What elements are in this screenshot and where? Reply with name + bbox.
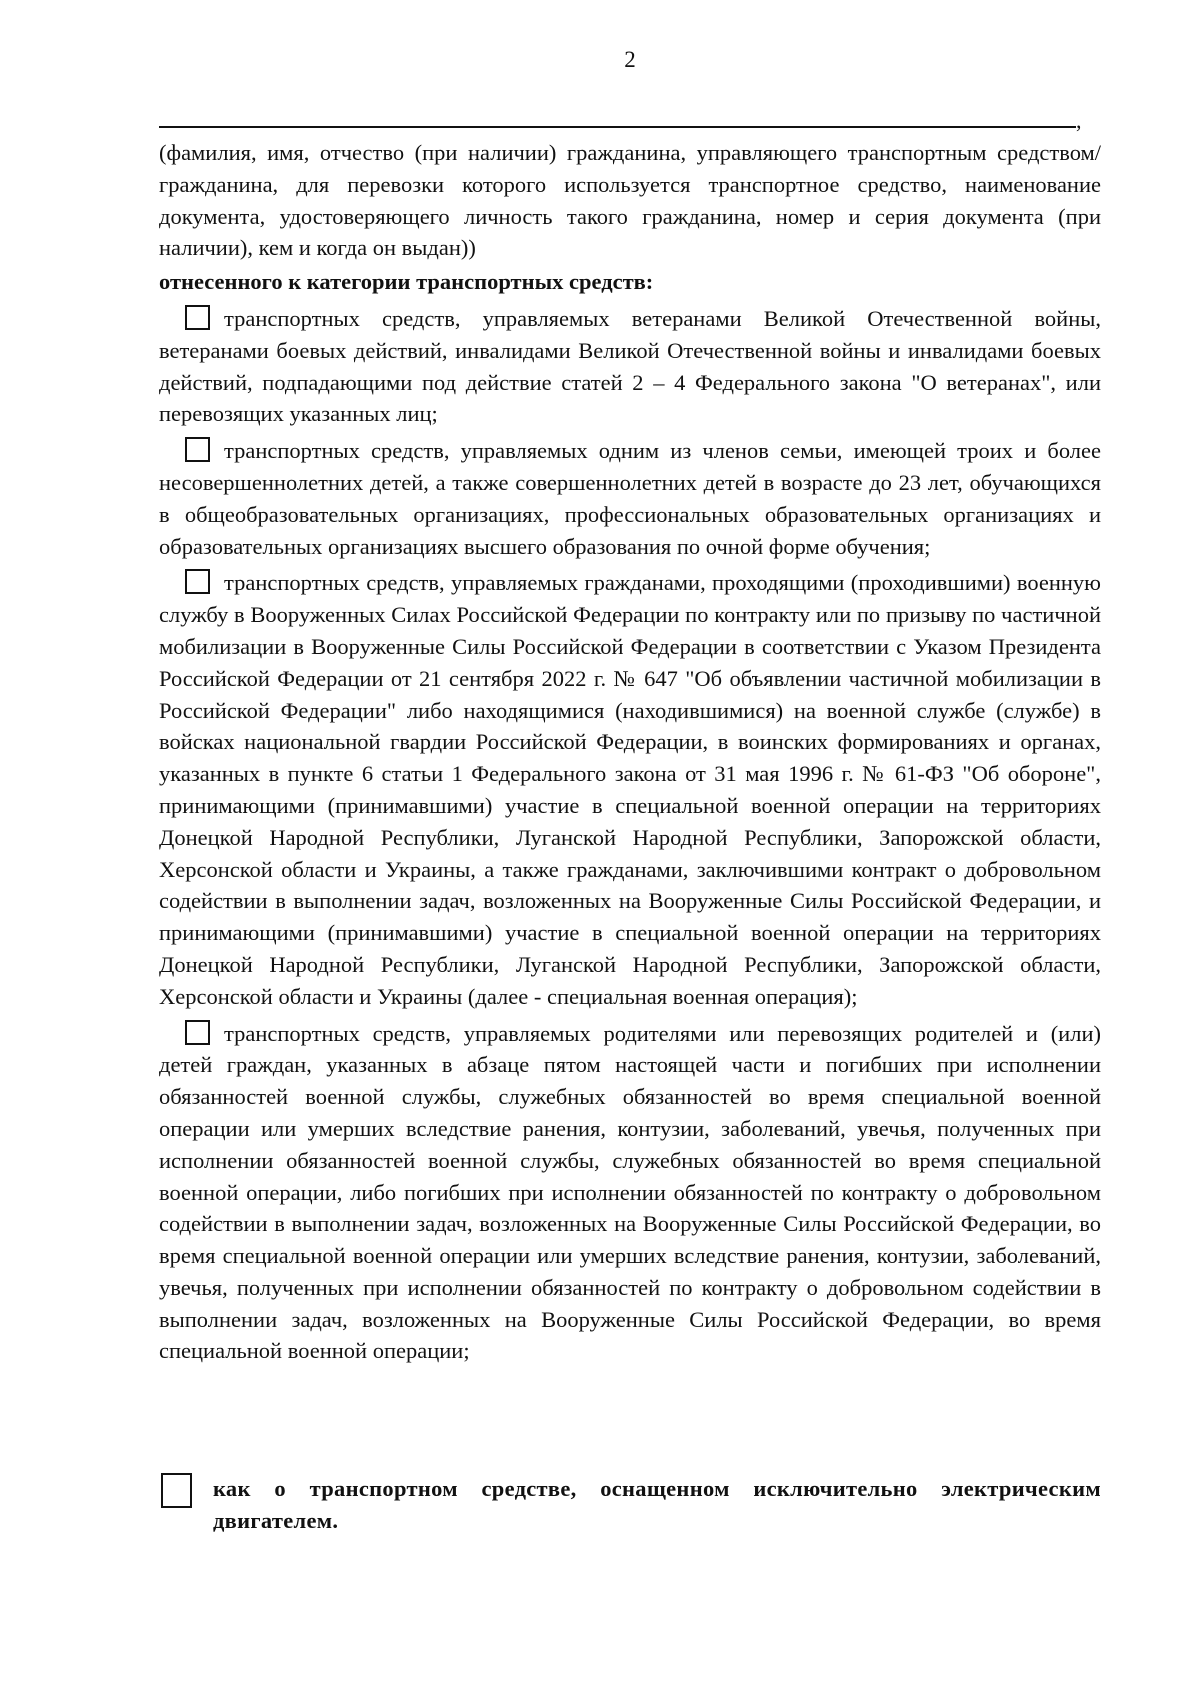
- checkbox-parents-of-fallen[interactable]: [185, 1020, 210, 1045]
- checkbox-military-service[interactable]: [185, 569, 210, 594]
- option-electric-vehicle-text: как о транспортном средстве, оснащенном исключительно электрическим двигателем.: [213, 1476, 1101, 1533]
- option-large-family-text: транспортных средств, управляемых одним из членов семьи, имеющей троих и более несовершеннолетних детей, а также совершеннолетних детей в возрасте до 23 лет, обучающихся в общеобразовательных организациях, профессиональных образовательных организациях и образовательных организациях высшего образования по очной форме обучения;: [159, 438, 1101, 559]
- field-note: (фамилия, имя, отчество (при наличии) гражданина, управляющего транспортным средством/гражданина, для перевозки которого используется транспортное средство, наименование документа, удостоверяющего личность такого гражданина, номер и серия документа (при наличии), кем и когда он выдан)): [159, 140, 1101, 261]
- form-body: [159, 137, 1101, 1367]
- option-military-service: [159, 567, 1101, 1012]
- page-number: 2: [624, 47, 636, 72]
- option-parents-of-fallen-text: транспортных средств, управляемых родителями или перевозящих родителей и (или) детей граждан, указанных в абзаце пятом настоящей части и погибших при исполнении обязанностей военной службы, служебных обязанностей во время специальной военной операции или умерших вследствие ранения, контузии, заболеваний, увечья, полученных при исполнении обязанностей военной службы, служебных обязанностей во время специальной военной операции, либо погибших при исполнении обязанностей по контракту о добровольном содействии в выполнении задач, возложенных на Вооруженные Силы Российской Федерации, во время специальной военной операции или умерших вследствие ранения, контузии, заболеваний, увечья, полученных при исполнении обязанностей по контракту о добровольном содействии в выполнении задач, возложенных на Вооруженные Силы Российской Федерации, во время специальной военной операции;: [159, 1020, 1101, 1364]
- fill-line-comma: ,: [1076, 108, 1082, 133]
- option-military-service-text: транспортных средств, управляемых гражданами, проходящими (проходившими) военную службу в Вооруженных Силах Российской Федерации по контракту или по призыву по частичной мобилизации в Вооруженные Силы Российской Федерации в соответствии с Указом Президента Российской Федерации от 21 сентября 2022 г. № 647 "Об объявлении частичной мобилизации в Российской Федерации" либо находящимися (находившимися) на военной службе (службе) в войсках национальной гвардии Российской Федерации, в воинских формированиях и органах, указанных в пункте 6 статьи 1 Федерального закона от 31 мая 1996 г. № 61-ФЗ "Об обороне", принимающими (принимавшими) участие в специальной военной операции на территориях Донецкой Народной Республики, Луганской Народной Республики, Запорожской области, Херсонской области и Украины, а также гражданами, заключившими контракт о добровольном содействии в выполнении задач, возложенных на Вооруженные Силы Российской Федерации, и принимающими (принимавшими) участие в специальной военной операции на территориях Донецкой Народной Республики, Луганской Народной Республики, Запорожской области, Херсонской области и Украины (далее - специальная военная операция);: [159, 570, 1101, 1009]
- category-heading: отнесенного к категории транспортных средств:: [159, 269, 654, 295]
- option-veterans: [159, 303, 1101, 430]
- option-large-family: [159, 435, 1101, 562]
- option-parents-of-fallen: [159, 1018, 1101, 1368]
- fill-in-line[interactable]: [159, 126, 1076, 128]
- checkbox-large-family[interactable]: [185, 437, 210, 462]
- option-electric-vehicle: [159, 1473, 1101, 1537]
- option-veterans-text: транспортных средств, управляемых ветеранами Великой Отечественной войны, ветеранами боевых действий, инвалидами Великой Отечественной войны и инвалидами боевых действий, подпадающими под действие статей 2 – 4 Федерального закона "О ветеранах", или перевозящих указанных лиц;: [159, 305, 1101, 427]
- checkbox-veterans[interactable]: [185, 305, 210, 330]
- checkbox-electric-vehicle[interactable]: [161, 1473, 192, 1508]
